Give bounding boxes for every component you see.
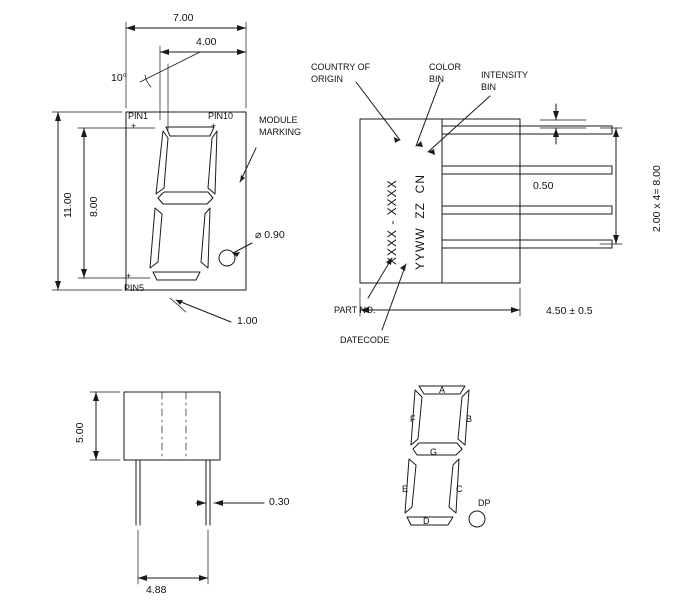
label-plus-bottom-left: + — [126, 271, 132, 281]
dim-label-height-digit: 8.00 — [88, 196, 100, 217]
label-module-marking-line1: MODULE — [259, 115, 298, 125]
lead-2 — [442, 166, 612, 174]
segment-e-shape — [150, 208, 162, 268]
label-color-bin-line1: COLOR — [429, 62, 462, 72]
lead-1 — [442, 126, 612, 134]
label-color-bin-line2: BIN — [429, 74, 445, 84]
intensity-bin-leader — [428, 96, 490, 152]
segment-c-shape — [201, 208, 210, 268]
dim-label-lead-thickness: 0.50 — [533, 180, 554, 192]
dim-label-width-inner: 4.00 — [196, 36, 217, 48]
dim-label-width-overall: 7.00 — [173, 12, 194, 24]
segment-b-shape — [208, 131, 217, 194]
color-bin-leader — [416, 82, 440, 146]
segment-label-b: B — [466, 414, 473, 424]
label-intensity-bin-line1: INTENSITY — [481, 70, 529, 80]
country-origin-leader — [356, 82, 400, 140]
bottom-view-body — [124, 392, 220, 460]
dim-label-lead-pitch: 2.00 x 4= 8.00 — [651, 165, 663, 232]
dim-label-height-overall: 11.00 — [62, 192, 74, 218]
dim-label-lead-width: 0.30 — [269, 496, 290, 508]
segment-label-d: D — [423, 516, 430, 526]
lead-3 — [442, 206, 612, 214]
dim-label-dp-diameter: ⌀ 0.90 — [255, 229, 285, 241]
marking-datecode: YYWW ZZ CN — [413, 174, 427, 270]
map-segment-dp — [469, 511, 485, 527]
dim-label-body-depth: 4.50 ± 0.5 — [546, 305, 593, 317]
label-part-no: PART NO. — [334, 305, 376, 315]
dim-label-bottom-height: 5.00 — [74, 422, 86, 443]
dim-label-tilt-angle: 10° — [111, 72, 127, 84]
datecode-leader — [382, 264, 406, 330]
front-decimal-point — [219, 250, 235, 266]
segment-f-shape — [156, 131, 168, 194]
side-view-body — [360, 119, 442, 283]
label-pin10: PIN10 — [208, 111, 234, 121]
label-pin1: PIN1 — [128, 111, 149, 121]
segment-label-a: A — [439, 385, 446, 395]
angle-ray — [140, 52, 200, 82]
dim-label-corner-offset: 1.00 — [237, 315, 258, 327]
segment-label-dp: DP — [478, 498, 491, 508]
segment-a-shape — [166, 127, 214, 136]
marking-part-number: XXXX - XXXX — [385, 179, 399, 265]
map-segment-d — [407, 517, 453, 525]
label-datecode: DATECODE — [340, 335, 390, 345]
segment-label-e: E — [402, 484, 409, 494]
segment-label-c: C — [456, 484, 463, 494]
segment-d-shape — [153, 272, 200, 280]
label-plus-top-right: + — [211, 121, 217, 131]
label-country-origin-line1: COUNTRY OF — [311, 62, 371, 72]
lead-4 — [442, 240, 612, 248]
label-pin5: PIN5 — [124, 283, 145, 293]
label-intensity-bin-line2: BIN — [481, 82, 497, 92]
dp-leader — [233, 243, 252, 253]
segment-g-shape — [158, 192, 213, 204]
segment-label-f: F — [410, 414, 416, 424]
map-segment-g — [413, 443, 462, 455]
segment-label-g: G — [430, 447, 438, 457]
label-plus-top-left: + — [131, 121, 137, 131]
dim-label-bottom-width: 4.88 — [146, 584, 167, 596]
front-view-outline — [126, 112, 246, 290]
label-country-origin-line2: ORIGIN — [311, 74, 344, 84]
label-module-marking-line2: MARKING — [259, 127, 302, 137]
